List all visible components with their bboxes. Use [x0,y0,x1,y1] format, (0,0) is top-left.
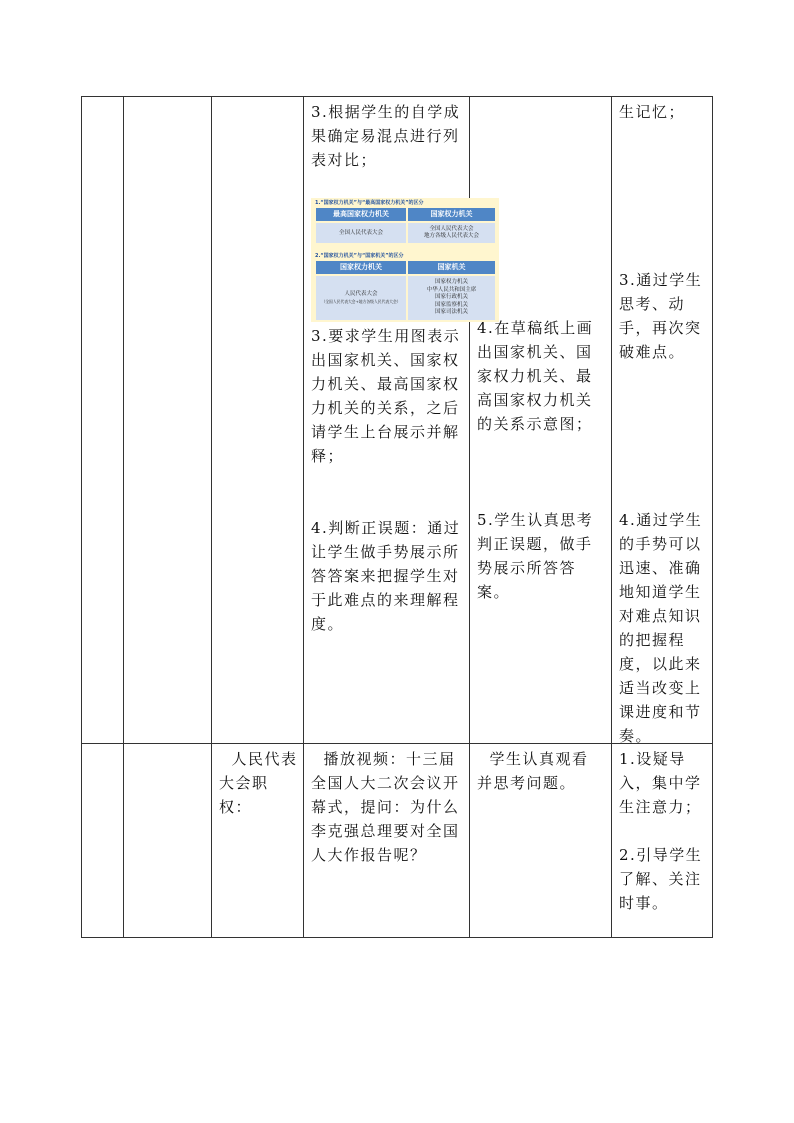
teacher-activity-item-3b: 3.要求学生用图表示出国家机关、国家权力机关、最高国家权力机关的关系，之后请学生上台展示并解释； [311,327,461,465]
teacher-activity-item-3a: 3.根据学生的自学成果确定易混点进行列表对比； [311,103,461,169]
figure-cell-text: 国家监察机关 [434,301,468,308]
figure-section2-title: 2.“国家权力机关”与“国家机关”的区分 [315,253,404,259]
figure-cell-text: 国家司法机关 [434,309,468,316]
figure-cell-text: 全国人民代表大会 [338,229,383,236]
figure-cell-text: 地方各级人民代表大会 [423,233,479,239]
comparison-table-figure [311,198,499,322]
student-activity-watch: 学生认真观看并思考问题。 [477,750,589,792]
figure-cell-text: 国家行政机关 [434,294,468,301]
figure-cell-text: 中华人民共和国主席 [426,286,477,293]
design-intent-item-3: 3.通过学生思考、动手，再次突破难点。 [619,271,703,361]
student-activity-item-5: 5.学生认真思考判正误题，做手势展示所答答案。 [477,511,594,601]
figure-cell-peoples-congress [316,276,406,320]
design-intent-row2: 1.设疑导入，集中学生注意力； 2.引导学生了解、关注时事。 [619,750,703,912]
figure-cell-text: 国家权力机关 [434,279,468,286]
teacher-activity-video: 播放视频：十三届全国人大二次会议开幕式，提问：为什么李克强总理要对全国人大作报告呢？ [311,750,460,864]
design-intent-top: 生记忆； [619,103,686,121]
table-border-bottom [81,937,713,938]
student-activity-item-4: 4.在草稿纸上画出国家机关、国家权力机关、最高国家权力机关的关系示意图； [477,319,594,433]
figure-header-power-organ-2: 国家权力机关 [316,261,406,274]
figure-cell-text: 全国人民代表大会 [429,226,474,232]
figure-cell-npc [316,223,406,243]
figure-cell-text: （全国人民代表大会+地方各级人民代表大会） [321,299,401,304]
table-column-divider [611,96,612,938]
table-border-right [712,96,713,938]
table-column-divider [123,96,124,938]
figure-header-state-organ: 国家机关 [408,261,495,274]
content-npc-powers: 人民代表大会职权： [219,750,298,816]
figure-header-power-organ: 国家权力机关 [408,208,495,221]
table-column-divider [211,96,212,938]
figure-cell-state-organs [408,276,495,320]
design-intent-item-4: 4.通过学生的手势可以迅速、准确地知道学生对难点知识的把握程度，以此来适当改变上课进度和节奏。 [619,511,703,745]
teacher-activity-item-4: 4.判断正误题：通过让学生做手势展示所答答案来把握学生对于此难点的来理解程度。 [311,519,461,633]
figure-cell-power-organs [408,223,495,243]
figure-cell-text: 人民代表大会 [344,291,378,297]
figure-section1-title: 1.“国家权力机关”与“最高国家权力机关”的区分 [315,200,424,206]
figure-header-supreme-power-organ: 最高国家权力机关 [316,208,406,221]
table-column-divider [303,96,304,938]
table-border-top [81,96,713,97]
table-border-left [81,96,82,938]
